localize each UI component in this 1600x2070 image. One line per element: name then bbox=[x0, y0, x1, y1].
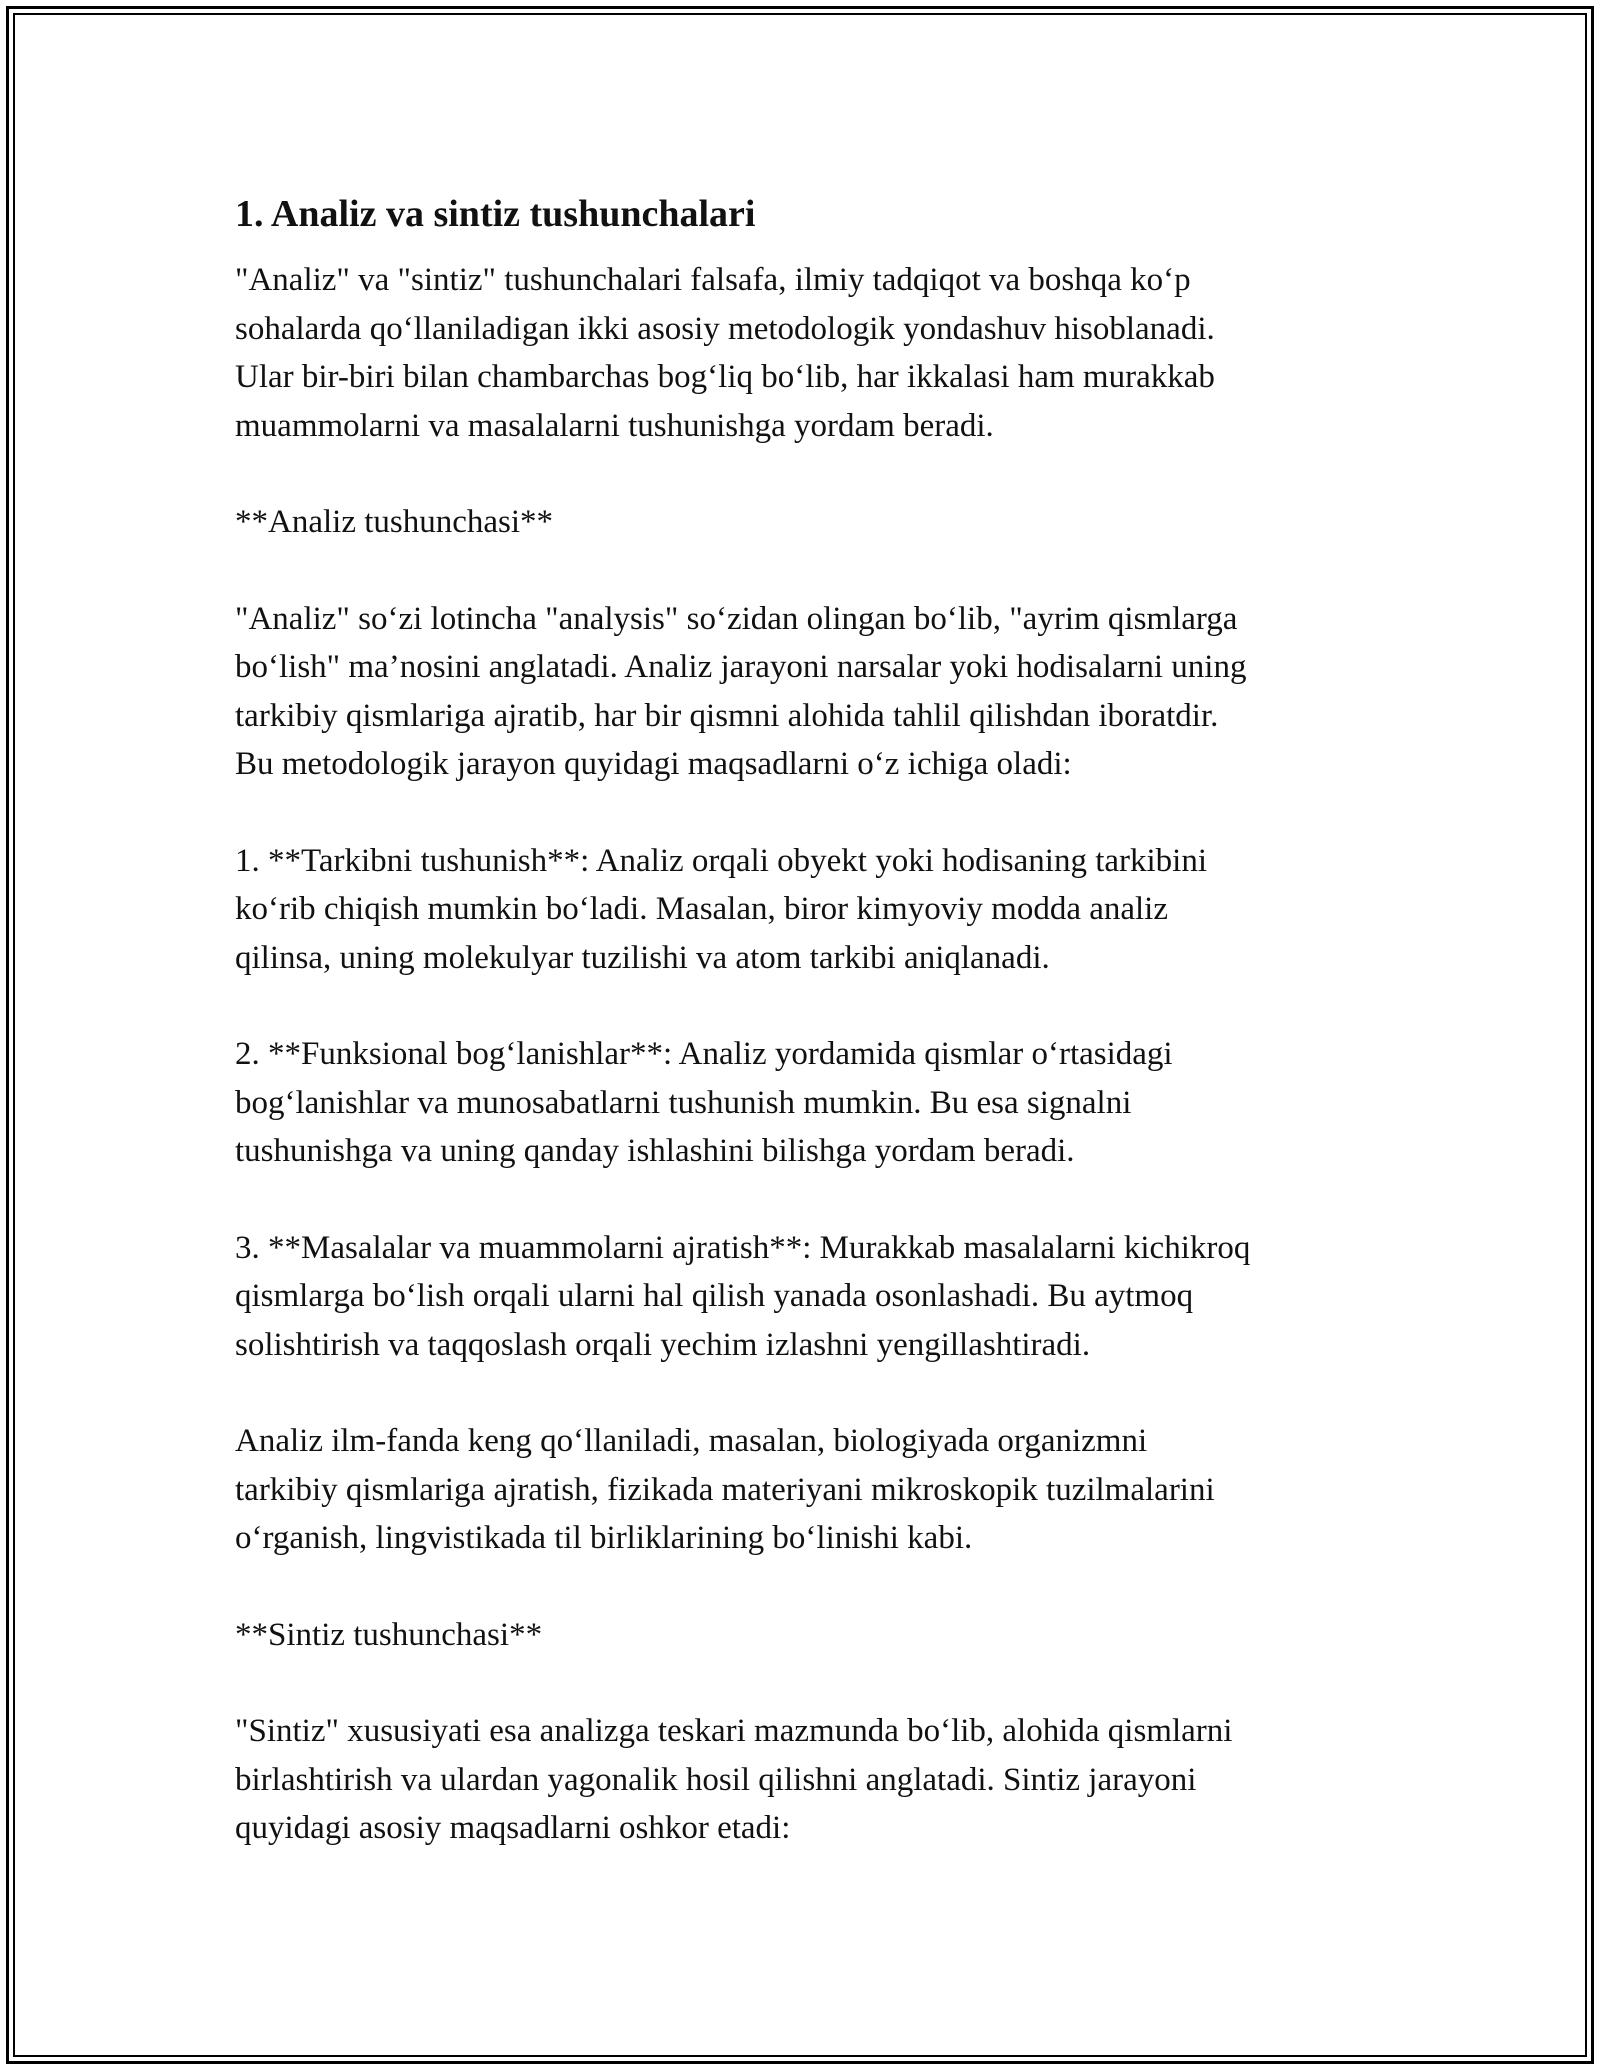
list-item-3: 3. **Masalalar va muammolarni ajratish**: Murakkab masalalarni kichikroq qismlarga bo‘lish orqali ularni hal qilish yanada osonlashadi. Bu aytmoq solishtirish va taqqoslash orqali yechim izlashni yengillashtiradi. bbox=[235, 1229, 1251, 1363]
sintiz-definition-paragraph: "Sintiz" xususiyati esa analizga teskari mazmunda bo‘lib, alohida qismlarni birlashtirish va ulardan yagonalik hosil qilishni anglatadi. Sintiz jarayoni quyidagi asosiy maqsadlarni oshkor etadi: bbox=[235, 1713, 1233, 1846]
section-heading: 1. Analiz va sintiz tushunchalari bbox=[235, 193, 756, 235]
list-item-2: 2. **Funksional bog‘lanishlar**: Analiz yordamida qismlar o‘rtasidagi bog‘lanishlar va munosabatlarni tushunish mumkin. Bu esa signalni tushunishga va uning qanday ishlashini bilishga yordam beradi. bbox=[235, 1036, 1173, 1169]
intro-paragraph: "Analiz" va "sintiz" tushunchalari falsafa, ilmiy tadqiqot va boshqa ko‘p sohalarda qo‘llaniladigan ikki asosiy metodologik yondashuv hisoblanadi. Ular bir-biri bilan chambarchas bog‘liq bo‘lib, har ikkalasi ham murakkab muammolarni va masalalarni tushunishga yordam beradi. bbox=[235, 262, 1215, 444]
document-body bbox=[235, 188, 1375, 1901]
list-item-1: 1. **Tarkibni tushunish**: Analiz orqali obyekt yoki hodisaning tarkibini ko‘rib chiqish mumkin bo‘ladi. Masalan, biror kimyoviy modda analiz qilinsa, uning molekulyar tuzilishi va atom tarkibi aniqlanadi. bbox=[235, 842, 1208, 976]
analiz-usage-paragraph: Analiz ilm-fanda keng qo‘llaniladi, masalan, biologiyada organizmni tarkibiy qismlariga ajratish, fizikada materiyani mikroskopik tuzilmalarini o‘rganish, lingvistikada til birliklarining bo‘linishi kabi. bbox=[235, 1423, 1215, 1556]
sintiz-subheading: **Sintiz tushunchasi** bbox=[235, 1616, 543, 1653]
analiz-definition-paragraph: "Analiz" so‘zi lotincha "analysis" so‘zidan olingan bo‘lib, "ayrim qismlarga bo‘lish" ma’nosini anglatadi. Analiz jarayoni narsalar yoki hodisalarni uning tarkibiy qismlariga ajratib, har bir qismni alohida tahlil qilishdan iboratdir. Bu metodologik jarayon quyidagi maqsadlarni o‘z ichiga oladi: bbox=[235, 600, 1247, 782]
analiz-subheading: **Analiz tushunchasi** bbox=[235, 504, 554, 540]
